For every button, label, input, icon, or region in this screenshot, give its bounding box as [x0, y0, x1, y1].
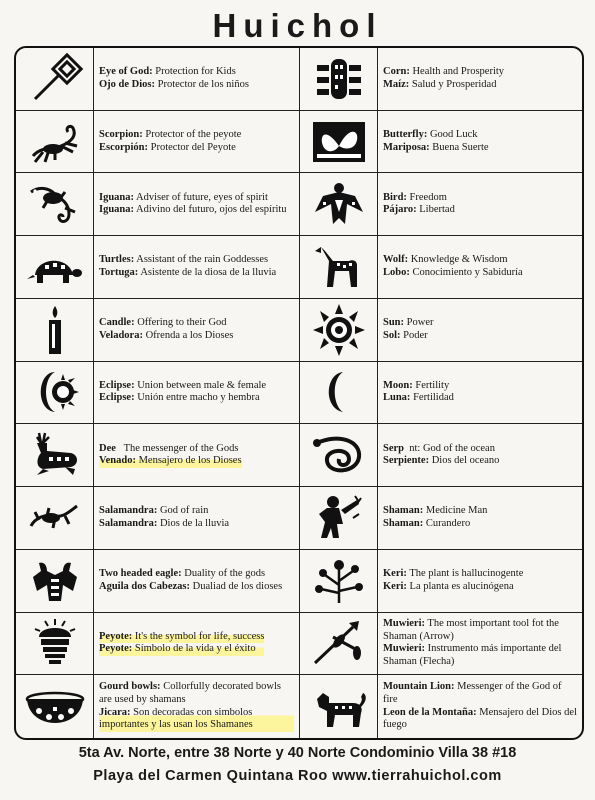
english-line-text: nt: God of the ocean	[404, 442, 495, 454]
description-block	[383, 254, 523, 279]
english-line-text: Fertility	[412, 379, 450, 391]
footer-line-2: Playa del Carmen Quintana Roo www.tierrahuichol.com	[93, 768, 502, 784]
spanish-line	[99, 142, 241, 155]
gourd-bowl-icon	[25, 681, 85, 733]
symbol-description-left	[94, 613, 300, 676]
spanish-line	[99, 643, 264, 656]
spanish-line-text: Poder	[400, 329, 428, 341]
english-line	[383, 380, 454, 393]
symbol-description-left	[94, 111, 300, 174]
spanish-line-term: Maíz:	[383, 78, 410, 90]
english-line	[383, 317, 433, 330]
moon-icon	[309, 366, 369, 418]
spanish-line	[99, 455, 242, 468]
spanish-line	[383, 455, 499, 468]
english-line	[383, 681, 577, 706]
english-line-text: The most important tool fot the Shaman (Arrow)	[383, 618, 562, 642]
description-block	[99, 568, 282, 593]
english-line-term: Gourd bowls:	[99, 681, 161, 693]
spanish-line-term: Tortuga:	[99, 267, 139, 279]
description-block	[383, 192, 455, 217]
english-line-term: Moon:	[383, 379, 413, 391]
english-line-term: Scorpion:	[99, 128, 143, 140]
shaman-icon	[309, 492, 369, 544]
spanish-line-text: Unión entre macho y hembra	[134, 392, 260, 404]
english-line-text: Health and Prosperity	[409, 66, 505, 78]
symbol-description-left	[94, 48, 300, 111]
english-line-text: Adviser of future, eyes of spirit	[134, 191, 268, 203]
english-line	[99, 568, 282, 581]
description-block	[383, 380, 454, 405]
symbol-description-right	[378, 173, 582, 236]
symbol-description-left	[94, 424, 300, 487]
spanish-line	[383, 643, 577, 668]
symbol-description-left	[94, 173, 300, 236]
spanish-line-text: Asistente de la diosa de la lluvia	[138, 267, 277, 279]
symbol-description-right	[378, 48, 582, 111]
description-block	[99, 192, 287, 217]
description-block	[99, 681, 294, 731]
english-line	[99, 192, 287, 205]
english-line	[99, 129, 241, 142]
description-block	[99, 443, 242, 468]
symbol-description-right	[378, 550, 582, 613]
symbol-image-left	[16, 48, 94, 111]
two-headed-eagle-icon	[25, 555, 85, 607]
english-line-text: God of rain	[157, 505, 209, 517]
symbol-image-left	[16, 613, 94, 676]
english-line-term: Eclipse:	[99, 379, 135, 391]
symbol-image-right	[300, 362, 378, 425]
english-line	[99, 631, 264, 644]
english-line	[99, 380, 266, 393]
english-line	[99, 681, 294, 706]
english-line	[383, 568, 523, 581]
english-line	[99, 443, 242, 456]
sun-icon	[309, 304, 369, 356]
spanish-line-text: Símbolo de la vida y el éxito	[132, 643, 256, 655]
symbol-image-right	[300, 236, 378, 299]
symbol-description-right	[378, 424, 582, 487]
spanish-line-text: Salud y Prosperidad	[409, 78, 497, 90]
description-block	[99, 505, 229, 530]
symbol-description-left	[94, 550, 300, 613]
symbol-description-right	[378, 299, 582, 362]
english-line	[99, 505, 229, 518]
symbol-image-right	[300, 613, 378, 676]
symbol-image-right	[300, 111, 378, 174]
deer-icon	[25, 429, 85, 481]
english-line-term: Bird:	[383, 191, 407, 203]
spanish-line	[383, 330, 433, 343]
spanish-line-text: Dios del oceano	[429, 455, 500, 467]
spanish-line-term: Muwieri:	[383, 643, 425, 655]
english-line-text: Duality of the gods	[181, 568, 266, 580]
symbol-image-right	[300, 173, 378, 236]
symbol-description-left	[94, 236, 300, 299]
description-block	[99, 129, 241, 154]
symbol-image-left	[16, 675, 94, 738]
description-block	[383, 505, 487, 530]
page-title: Huichol	[212, 7, 383, 44]
english-line-term: Muwieri:	[383, 618, 425, 630]
english-line	[383, 443, 499, 456]
symbol-description-right	[378, 362, 582, 425]
spanish-line-text: Libertad	[416, 204, 455, 216]
spanish-line-text: Curandero	[423, 517, 471, 529]
description-block	[383, 129, 489, 154]
spanish-line	[383, 518, 487, 531]
symbol-grid	[16, 48, 582, 738]
spanish-line	[99, 267, 276, 280]
spanish-line	[99, 79, 249, 92]
english-line-text: Protection for Kids	[152, 66, 236, 78]
symbol-description-left	[94, 362, 300, 425]
english-line-term: Candle:	[99, 317, 135, 329]
muwieri-arrow-icon	[309, 617, 369, 669]
symbol-image-right	[300, 424, 378, 487]
spanish-line	[99, 392, 266, 405]
spanish-line-term: Keri:	[383, 580, 407, 592]
description-block	[99, 631, 264, 656]
english-line-text: Knowledge & Wisdom	[408, 254, 508, 266]
symbol-image-left	[16, 236, 94, 299]
symbol-description-right	[378, 111, 582, 174]
spanish-line-term: Jicara:	[99, 706, 131, 718]
spanish-line-term: Luna:	[383, 392, 411, 404]
spanish-line-text: Conocimiento y Sabiduría	[409, 267, 523, 279]
spanish-line-term: Venado:	[99, 455, 136, 467]
spanish-line	[383, 267, 523, 280]
description-block	[99, 254, 276, 279]
symbol-image-right	[300, 299, 378, 362]
spanish-line	[383, 79, 504, 92]
symbol-image-right	[300, 550, 378, 613]
english-line	[383, 66, 504, 79]
english-line-text: Freedom	[406, 191, 447, 203]
spanish-line-term: Mariposa:	[383, 141, 430, 153]
description-block	[383, 66, 504, 91]
spanish-line-term: Peyote:	[99, 643, 133, 655]
spanish-line-term: Pájaro:	[383, 204, 417, 216]
english-line	[383, 618, 577, 643]
spanish-line	[383, 706, 580, 732]
symbol-table	[14, 46, 584, 740]
symbol-description-left	[94, 487, 300, 550]
mountain-lion-icon	[309, 681, 369, 733]
spanish-line-text: Protector de los niños	[155, 78, 249, 90]
spanish-line-text: Son decoradas con simbolos importantes y las usan los Shamanes	[99, 706, 256, 731]
description-block	[383, 618, 577, 668]
peyote-icon	[25, 617, 85, 669]
spanish-line-term: Iguana:	[99, 204, 135, 216]
symbol-description-right	[378, 675, 582, 738]
bird-icon	[309, 178, 369, 230]
english-line-text: Power	[404, 317, 434, 329]
english-line-text: Union between male & female	[134, 379, 267, 391]
english-line	[383, 192, 455, 205]
english-line	[383, 254, 523, 267]
spanish-line	[99, 204, 287, 217]
spanish-line	[383, 204, 455, 217]
english-line-term: Serp	[383, 442, 404, 454]
spanish-line-text: Instrumento más importante del Shaman (Flecha)	[383, 643, 565, 667]
spanish-line	[99, 707, 294, 732]
description-block	[383, 681, 580, 731]
symbol-image-left	[16, 173, 94, 236]
english-line-term: Dee	[99, 442, 116, 454]
scorpion-icon	[25, 116, 85, 168]
spanish-line-text: Mensajero del Dios del fuego	[383, 706, 580, 731]
english-line-term: Eye of God:	[99, 66, 153, 78]
spanish-line-term: Shaman:	[383, 517, 424, 529]
symbol-image-left	[16, 424, 94, 487]
english-line-term: Wolf:	[383, 254, 409, 266]
symbol-description-right	[378, 487, 582, 550]
spanish-line	[99, 330, 233, 343]
footer-address	[0, 742, 595, 798]
symbol-image-left	[16, 362, 94, 425]
spanish-line-term: Leon de la Montaña:	[383, 706, 477, 718]
english-line	[99, 317, 233, 330]
english-line-text: Messenger of the God of fire	[383, 681, 565, 706]
spanish-line-text: Adivino del futuro, ojos del espíritu	[134, 204, 287, 216]
english-line-term: Peyote:	[99, 630, 133, 642]
spanish-line-text: Fertilidad	[410, 392, 454, 404]
eclipse-icon	[25, 366, 85, 418]
keri-plant-icon	[309, 555, 369, 607]
english-line-text: Offering to their God	[134, 317, 227, 329]
symbol-description-right	[378, 236, 582, 299]
english-line-term: Butterfly:	[383, 128, 428, 140]
english-line-text: Collorfully decorated bowls are used by shamans	[99, 681, 284, 706]
wolf-icon	[309, 241, 369, 293]
english-line-text: The messenger of the Gods	[115, 442, 239, 454]
spanish-line-text: Buena Suerte	[429, 141, 489, 153]
english-line-term: Sun:	[383, 317, 405, 329]
symbol-description-right	[378, 613, 582, 676]
spanish-line-term: Sol:	[383, 329, 401, 341]
spanish-line-term: Lobo:	[383, 267, 410, 279]
salamander-icon	[25, 492, 85, 544]
spanish-line-text: Ofrenda a los Dioses	[142, 329, 234, 341]
symbol-description-left	[94, 675, 300, 738]
spanish-line-text: La planta es alucinógena	[406, 580, 514, 592]
symbol-image-left	[16, 299, 94, 362]
symbol-description-left	[94, 299, 300, 362]
english-line-text: The plant is hallucinogente	[406, 568, 524, 580]
corn-icon	[309, 53, 369, 105]
description-block	[383, 443, 499, 468]
butterfly-icon	[309, 116, 369, 168]
spanish-line	[99, 518, 229, 531]
spanish-line-term: Eclipse:	[99, 392, 135, 404]
symbol-image-left	[16, 111, 94, 174]
english-line-term: Iguana:	[99, 191, 135, 203]
english-line	[99, 254, 276, 267]
turtle-icon	[25, 241, 85, 293]
spanish-line	[383, 142, 489, 155]
english-line-text: Protector of the peyote	[142, 128, 242, 140]
spanish-line-text: Protector del Peyote	[148, 141, 236, 153]
english-line	[99, 66, 249, 79]
spanish-line-term: Veladora:	[99, 329, 143, 341]
serpent-icon	[309, 429, 369, 481]
english-line-term: Turtles:	[99, 254, 135, 266]
spanish-line	[99, 581, 282, 594]
symbol-image-right	[300, 675, 378, 738]
english-line-term: Two headed eagle:	[99, 568, 182, 580]
spanish-line-text: Dualiad de los dioses	[190, 580, 283, 592]
english-line-term: Keri:	[383, 568, 407, 580]
english-line	[383, 129, 489, 142]
english-line-text: Good Luck	[427, 128, 478, 140]
english-line-text: It's the symbol for life, success	[132, 630, 265, 642]
description-block	[383, 317, 433, 342]
eye-of-god-icon	[25, 53, 85, 105]
spanish-line-term: Serpiente:	[383, 455, 430, 467]
spanish-line	[383, 581, 523, 594]
symbol-image-right	[300, 48, 378, 111]
english-line-term: Corn:	[383, 66, 410, 78]
english-line-term: Salamandra:	[99, 505, 158, 517]
english-line-term: Shaman:	[383, 505, 424, 517]
english-line-term: Mountain Lion:	[383, 681, 455, 693]
english-line-text: Medicine Man	[423, 505, 488, 517]
english-line-text: Assistant of the rain Goddesses	[134, 254, 269, 266]
footer-line-1: 5ta Av. Norte, entre 38 Norte y 40 Norte Condominio Villa 38 #18	[78, 745, 517, 761]
iguana-icon	[25, 178, 85, 230]
description-block	[99, 317, 233, 342]
symbol-image-left	[16, 550, 94, 613]
spanish-line-text: Dios de la lluvia	[157, 517, 230, 529]
description-block	[99, 66, 249, 91]
candle-icon	[25, 304, 85, 356]
english-line	[383, 505, 487, 518]
spanish-line-text: Mensajero de los Dioses	[135, 455, 242, 467]
spanish-line-term: Aguila dos Cabezas:	[99, 580, 191, 592]
description-block	[383, 568, 523, 593]
symbol-image-left	[16, 487, 94, 550]
spanish-line-term: Escorpión:	[99, 141, 149, 153]
description-block	[99, 380, 266, 405]
spanish-line	[383, 392, 454, 405]
symbol-image-right	[300, 487, 378, 550]
spanish-line-term: Salamandra:	[99, 517, 158, 529]
spanish-line-term: Ojo de Dios:	[99, 78, 155, 90]
